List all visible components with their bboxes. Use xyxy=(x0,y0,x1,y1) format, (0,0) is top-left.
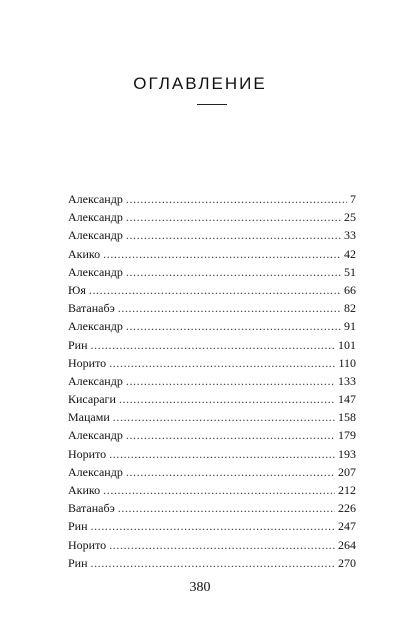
toc-entry[interactable] xyxy=(68,281,356,299)
dot-leader xyxy=(103,481,335,499)
toc-entry[interactable] xyxy=(68,208,356,226)
title-rule xyxy=(197,104,227,105)
toc-entry[interactable] xyxy=(68,481,356,499)
toc-entry-label: Кисараги xyxy=(68,392,116,407)
dot-leader xyxy=(118,499,335,517)
dot-leader xyxy=(91,336,335,354)
toc-entry-page: 247 xyxy=(338,519,356,534)
toc-entry-label: Александр xyxy=(68,210,123,225)
toc-entry-label: Акико xyxy=(68,246,101,261)
toc-entry-label: Ватанабэ xyxy=(68,501,115,516)
page-title: ОГЛАВЛЕНИЕ xyxy=(133,74,267,93)
toc-entry-page: 270 xyxy=(338,555,356,570)
toc-entry[interactable] xyxy=(68,499,356,517)
dot-leader xyxy=(126,226,341,244)
dot-leader xyxy=(126,426,335,444)
toc-entry-label: Александр xyxy=(68,228,123,243)
toc-entry-page: 193 xyxy=(338,446,356,461)
toc-entry[interactable] xyxy=(68,536,356,554)
dot-leader xyxy=(109,536,335,554)
dot-leader xyxy=(89,281,341,299)
toc-entry[interactable] xyxy=(68,226,356,244)
toc-entry[interactable] xyxy=(68,317,356,335)
toc-entry-page: 101 xyxy=(338,337,356,352)
dot-leader xyxy=(126,372,335,390)
dot-leader xyxy=(126,263,341,281)
dot-leader xyxy=(91,517,335,535)
toc-entry-page: 133 xyxy=(338,373,356,388)
dot-leader xyxy=(126,208,341,226)
toc-entry-label: Рин xyxy=(68,337,88,352)
toc-entry[interactable] xyxy=(68,426,356,444)
dot-leader xyxy=(103,245,341,263)
toc-entry-page: 158 xyxy=(338,410,356,425)
toc-entry-page: 212 xyxy=(338,483,356,497)
toc-entry[interactable] xyxy=(68,408,356,426)
toc-entry-label: Рин xyxy=(68,519,88,534)
toc-entry-label: Мацами xyxy=(68,410,110,425)
toc-entry[interactable] xyxy=(68,390,356,408)
toc-entry-page: 147 xyxy=(338,392,356,407)
toc-entry-label: Александр xyxy=(68,464,123,479)
dot-leader xyxy=(109,445,335,463)
table-of-contents xyxy=(68,190,356,572)
toc-entry-page: 51 xyxy=(344,264,356,279)
toc-entry-page: 226 xyxy=(338,501,356,516)
toc-entry-page: 42 xyxy=(344,246,356,261)
dot-leader xyxy=(118,299,341,317)
toc-entry-label: Норито xyxy=(68,537,107,552)
toc-entry[interactable] xyxy=(68,463,356,481)
toc-entry-label: Юя xyxy=(68,282,86,297)
toc-entry[interactable] xyxy=(68,445,356,463)
toc-entry-page: 179 xyxy=(338,428,356,443)
toc-entry-page: 25 xyxy=(344,210,356,225)
toc-entry-page: 91 xyxy=(344,319,356,334)
dot-leader xyxy=(126,190,347,208)
toc-entry-label: Акико xyxy=(68,483,101,497)
toc-entry-label: Рин xyxy=(68,555,88,570)
toc-entry-label: Александр xyxy=(68,373,123,388)
toc-entry[interactable] xyxy=(68,245,356,263)
toc-entry[interactable] xyxy=(68,336,356,354)
toc-entry-label: Норито xyxy=(68,355,107,370)
page-number: 380 xyxy=(189,580,211,595)
toc-entry[interactable] xyxy=(68,554,356,572)
toc-entry-page: 110 xyxy=(338,355,356,370)
toc-entry-label: Александр xyxy=(68,264,123,279)
toc-entry[interactable] xyxy=(68,263,356,281)
toc-entry-label: Александр xyxy=(68,428,123,443)
toc-entry[interactable] xyxy=(68,190,356,208)
toc-entry[interactable] xyxy=(68,299,356,317)
toc-entry-page: 264 xyxy=(338,537,356,552)
dot-leader xyxy=(113,408,335,426)
dot-leader xyxy=(109,354,335,372)
toc-entry[interactable] xyxy=(68,517,356,535)
toc-entry[interactable] xyxy=(68,354,356,372)
dot-leader xyxy=(126,463,335,481)
toc-entry-page: 66 xyxy=(344,282,356,297)
toc-entry-page: 82 xyxy=(344,301,356,316)
dot-leader xyxy=(126,317,341,335)
dot-leader xyxy=(91,554,335,572)
toc-entry-label: Норито xyxy=(68,446,107,461)
dot-leader xyxy=(119,390,335,408)
toc-entry-label: Александр xyxy=(68,319,123,334)
toc-entry-page: 7 xyxy=(350,192,356,206)
toc-entry[interactable] xyxy=(68,372,356,390)
toc-entry-page: 33 xyxy=(344,228,356,243)
toc-entry-label: Ватанабэ xyxy=(68,301,115,316)
toc-entry-label: Александр xyxy=(68,192,123,206)
toc-entry-page: 207 xyxy=(338,464,356,479)
